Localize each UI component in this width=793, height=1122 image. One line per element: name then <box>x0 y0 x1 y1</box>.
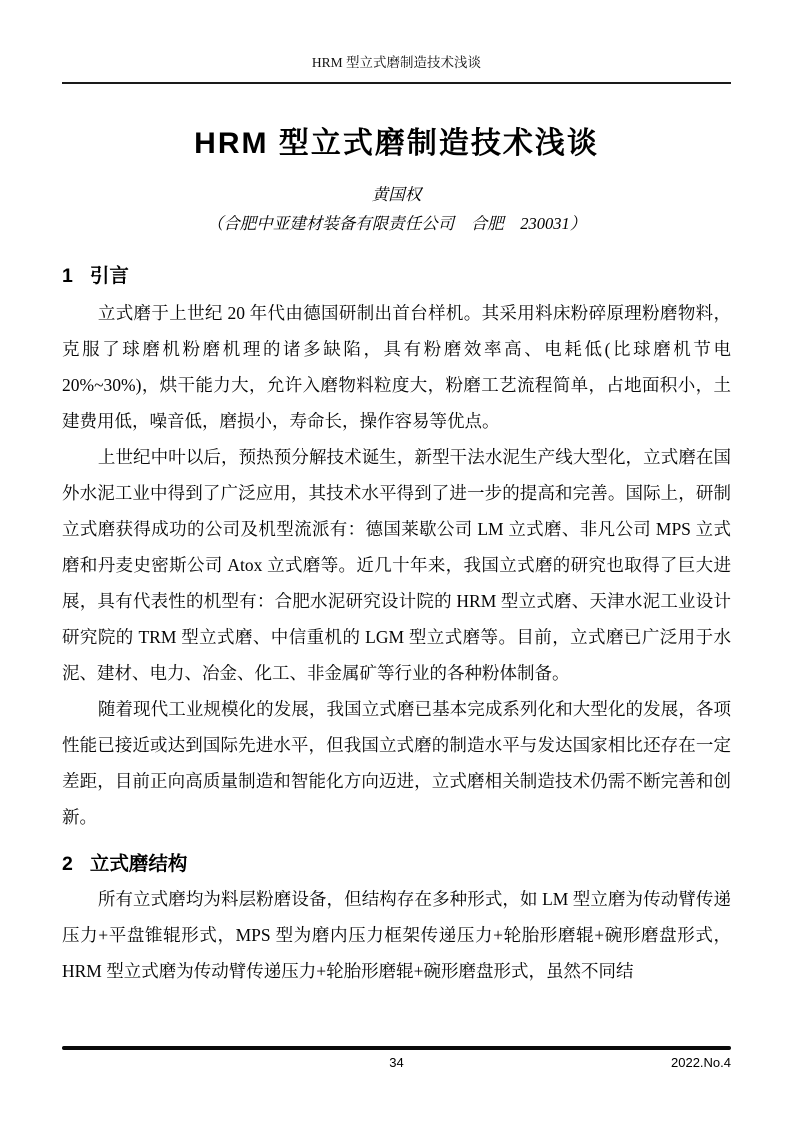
section-1-title: 引言 <box>89 265 129 287</box>
section-1-paragraph-3: 随着现代工业规模化的发展，我国立式磨已基本完成系列化和大型化的发展，各项性能已接近或达到国际先进水平，但我国立式磨的制造水平与发达国家相比还存在一定差距，目前正向高质量制造和智能化方向迈进，立式磨相关制造技术仍需不断完善和创新。 <box>62 699 731 827</box>
footer-rule <box>62 1046 731 1050</box>
section-1-heading <box>62 261 731 291</box>
header-rule <box>62 82 731 84</box>
section-2-title: 立式磨结构 <box>89 853 188 875</box>
page-title: HRM 型立式磨制造技术浅谈 <box>194 127 599 160</box>
section-2-number: 2 <box>62 853 73 875</box>
page-number: 34 <box>389 1055 404 1070</box>
page-footer <box>62 1046 731 1072</box>
section-introduction <box>62 261 731 835</box>
author-name: 黄国权 <box>371 185 422 204</box>
issue-label: 2022.No.4 <box>671 1055 731 1070</box>
section-2-paragraph-1: 所有立式磨均为料层粉磨设备，但结构存在多种形式，如 LM 型立磨为传动臂传递压力+平盘锥辊形式，MPS 型为磨内压力框架传递压力+轮胎形磨辊+碗形磨盘形式，HRM 型立式磨为传动臂传递压力+轮胎形磨辊+碗形磨盘形式，虽然不同结 <box>62 889 731 981</box>
section-1-paragraph-1: 立式磨于上世纪 20 年代由德国研制出首台样机。其采用料床粉碎原理粉磨物料，克服了球磨机粉磨机理的诸多缺陷，具有粉磨效率高、电耗低(比球磨机节电 20%~30%)，烘干能力大，允许入磨物料粒度大，粉磨工艺流程简单，占地面积小，土建费用低，噪音低，磨损小，寿命长，操作容易等优点。 <box>62 303 731 431</box>
section-1-paragraph-2: 上世纪中叶以后，预热预分解技术诞生，新型干法水泥生产线大型化，立式磨在国外水泥工业中得到了广泛应用，其技术水平得到了进一步的提高和完善。国际上，研制立式磨获得成功的公司及机型流派有：德国莱歇公司 LM 立式磨、非凡公司 MPS 立式磨和丹麦史密斯公司 Atox 立式磨等。近几十年来，我国立式磨的研究也取得了巨大进展，具有代表性的机型有：合肥水泥研究设计院的 HRM 型立式磨、天津水泥工业设计研究院的 TRM 型立式磨、中信重机的 LGM 型立式磨等。目前，立式磨已广泛用于水泥、建材、电力、冶金、化工、非金属矿等行业的各种粉体制备。 <box>62 447 731 683</box>
section-1-number: 1 <box>62 265 73 287</box>
running-header-title: HRM 型立式磨制造技术浅谈 <box>311 55 482 70</box>
section-structure <box>62 849 731 989</box>
section-2-heading <box>62 849 731 879</box>
author-affiliation: （合肥中亚建材装备有限责任公司 合肥 230031） <box>206 214 587 233</box>
